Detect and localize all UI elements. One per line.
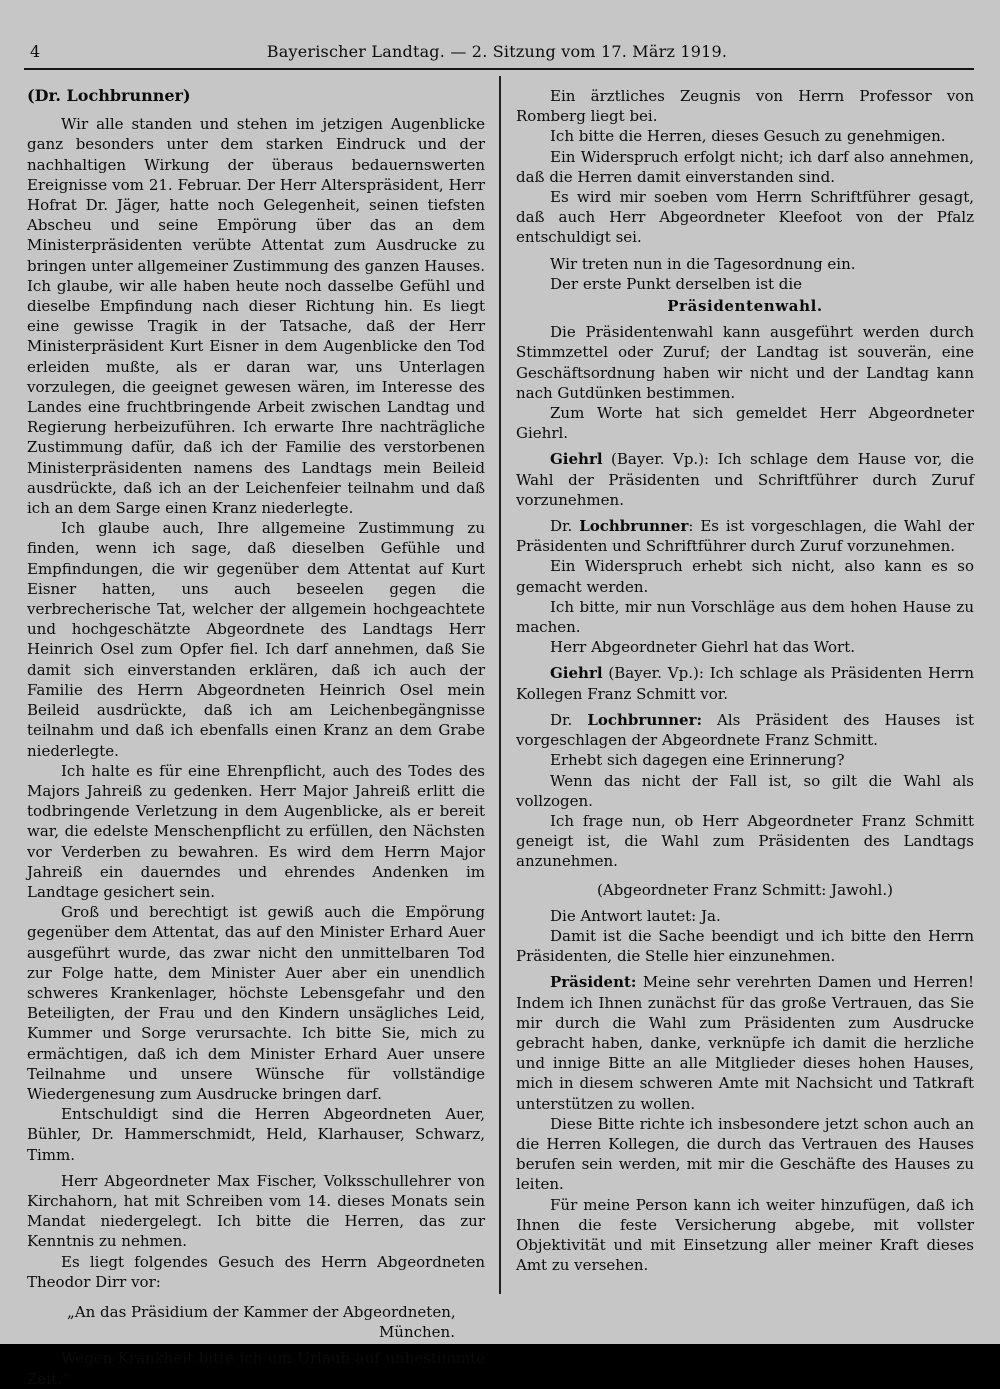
speech-giehrl-2: [516, 663, 974, 703]
letter-salutation: „An das Präsidium der Kammer der Abgeordneten,: [67, 1302, 456, 1321]
header-rule: [24, 68, 974, 70]
page-number: 4: [30, 42, 41, 61]
paragraph: Entschuldigt sind die Herren Abgeordneten Auer, Bühler, Dr. Hammerschmidt, Held, Klarhauser, Schwarz, Timm.: [27, 1105, 485, 1164]
paragraph: Ein ärztliches Zeugnis von Herrn Professor von Romberg liegt bei.: [516, 87, 974, 126]
paragraph: Zum Worte hat sich gemeldet Herr Abgeordneter Giehrl.: [516, 404, 974, 443]
paragraph: Ich halte es für eine Ehrenpflicht, auch des Todes des Majors Jahreiß zu gedenken. Herr Major Jahreiß erlitt die todbringende Verletzung in dem Augenblicke, als er bereit war, die edelste Menschenpflicht zu erfüllen, den Nächsten vor Verderben zu bewahren. Es wird dem Herrn Major Jahreiß ein dauerndes und ehrendes Andenken im Landtage gesichert sein.: [27, 761, 485, 901]
paragraph: Ein Widerspruch erfolgt nicht; ich darf also annehmen, daß die Herren damit einverstanden sind.: [516, 147, 974, 186]
paragraph: Wegen Krankheit bitte ich um Urlaub auf unbestimmte Zeit.“: [27, 1349, 485, 1388]
running-head: Bayerischer Landtag. — 2. Sitzung vom 17. März 1919.: [266, 42, 728, 61]
paragraph: Der erste Punkt derselben ist die: [550, 274, 803, 293]
paragraph: Wenn das nicht der Fall ist, so gilt die Wahl als vollzogen.: [516, 771, 974, 810]
paragraph: Es wird mir soeben vom Herrn Schriftführer gesagt, daß auch Herr Abgeordneter Kleefoot von der Pfalz entschuldigt sei.: [516, 188, 974, 247]
speaker-name: Lochbrunner: [579, 517, 689, 536]
speech-text: (Bayer. Vp.): Ich schlage dem Hause vor, die Wahl der Präsidenten und Schriftführer durch Zuruf vorzunehmen.: [516, 450, 974, 509]
paragraph: Ich frage nun, ob Herr Abgeordneter Franz Schmitt geneigt ist, die Wahl zum Präsidenten des Landtags anzunehmen.: [516, 811, 974, 871]
paragraph: Groß und berechtigt ist gewiß auch die Empörung gegenüber dem Attentat, das auf den Minister Erhard Auer ausgeführt wurde, das zwar nicht den unmittelbaren Tod zur Folge hatte, dem Minister Auer aber ein unendlich schweres Krankenlager, höchste Lebensgefahr und den Beteiligten, der Frau und den Kindern unsägliches Leid, Kummer und Sorge verursachte. Ich bitte Sie, mich zu ermächtigen, daß ich dem Minister Erhard Auer unsere Teilnahme und unsere Wünsche für vollständige Wiedergenesung zum Ausdrucke bringen darf.: [27, 903, 485, 1103]
paragraph: Ich bitte, mir nun Vorschläge aus dem hohen Hause zu machen.: [516, 597, 974, 637]
right-column: [516, 86, 974, 1275]
speech-text: Meine sehr verehrten Damen und Herren! Indem ich Ihnen zunächst für das große Vertrauen, das Sie mir durch die Wahl zum Präsidenten zum Ausdrucke gebracht haben, danke, verknüpfe ich damit die herzliche und innige Bitte an alle Mitglieder dieses hohen Hauses, mich in diesem schweren Amte mit Nachsicht und Tatkraft unterstützen zu wollen.: [516, 973, 974, 1113]
speech-giehrl-1: [516, 449, 974, 510]
speech-text: (Bayer. Vp.): Ich schlage als Präsidenten Herrn Kollegen Franz Schmitt vor.: [516, 664, 974, 703]
speaker-label: (Dr. Lochbrunner): [27, 86, 191, 105]
column-divider: [499, 76, 501, 1294]
paragraph: Herr Abgeordneter Giehrl hat das Wort.: [550, 638, 856, 657]
speaker-name: Giehrl: [550, 450, 603, 469]
paragraph: Damit ist die Sache beendigt und ich bitte den Herrn Präsidenten, die Stelle hier einzunehmen.: [516, 926, 974, 966]
letter-city: München.: [378, 1323, 455, 1342]
paragraph: Die Präsidentenwahl kann ausgeführt werden durch Stimmzettel oder Zuruf; der Landtag ist souverän, eine Geschäftsordnung haben wir nicht und der Landtag kann nach Gutdünken bestimmen.: [516, 323, 974, 402]
speech-text: Als Präsident des Hauses ist vorgeschlagen der Abgeordnete Franz Schmitt.: [516, 710, 974, 750]
interjection: (Abgeordneter Franz Schmitt: Jawohl.): [597, 880, 893, 899]
speech-praesident: [516, 972, 974, 1113]
paragraph: Wir alle standen und stehen im jetzigen Augenblicke ganz besonders unter dem starken Eindruck und der nachhaltigen Wirkung der überaus bedauernswerten Ereignisse vom 21. Februar. Der Herr Alterspräsident, Herr Hofrat Dr. Jäger, hatte noch Gelegenheit, seinen tiefsten Abscheu und seine Empörung über das an dem Ministerpräsidenten verübte Attentat zum Ausdrucke zu bringen unter allgemeiner Zustimmung des ganzen Hauses. Ich glaube, wir alle haben heute noch dasselbe Gefühl und dieselbe Empfindung nach dieser Richtung hin. Es liegt eine gewisse Tragik in der Tatsache, daß der Herr Ministerpräsident Kurt Eisner in dem Augenblicke den Tod erleiden mußte, als er daran war, uns Unterlagen vorzulegen, die geeignet gewesen wären, im Interesse des Landes eine fruchtbringende Arbeit zwischen Landtag und Regierung herbeizuführen. Ich erwarte Ihre nachträgliche Zustimmung dafür, daß ich der Familie des verstorbenen Ministerpräsidenten namens des Landtags mein Beileid ausdrückte, daß ich an der Leichenfeier teilnahm und daß ich an dem Sarge einen Kranz niederlegte.: [27, 115, 485, 518]
speech-lochbrunner-2: [516, 710, 974, 750]
paragraph: Ich bitte die Herren, dieses Gesuch zu genehmigen.: [550, 127, 946, 146]
speech-lochbrunner-1: [516, 516, 974, 556]
left-column: [27, 86, 485, 1389]
paragraph: Diese Bitte richte ich insbesondere jetzt schon auch an die Herren Kollegen, die durch das Vertrauen des Hauses berufen sein werden, mit mir die Geschäfte des Hauses zu leiten.: [516, 1114, 974, 1194]
paragraph: Ich glaube auch, Ihre allgemeine Zustimmung zu finden, wenn ich sage, daß dieselben Gefühle und Empfindungen, die wir gegenüber dem Attentat auf Kurt Eisner hatten, uns auch beseelen gegen die verbrecherische Tat, welcher der allgemein hochgeachtete und hochgeschätzte Abgeordnete des Landtags Herr Heinrich Osel zum Opfer fiel. Ich darf annehmen, daß Sie damit sich einverstanden erklären, daß ich auch der Familie des Herrn Abgeordneten Heinrich Osel mein Beileid ausdrückte, daß ich am Leichenbegängnisse teilnahm und daß ich ebenfalls einen Kranz an dem Grabe niederlegte.: [27, 519, 485, 760]
speaker-name: Präsident:: [550, 973, 637, 992]
paragraph: Ein Widerspruch erhebt sich nicht, also kann es so gemacht werden.: [516, 557, 974, 596]
paragraph: Erhebt sich dagegen eine Erinnerung?: [550, 751, 845, 770]
speech-text: : Es ist vorgeschlagen, die Wahl der Präsidenten und Schriftführer durch Zuruf vorzunehmen.: [516, 517, 974, 556]
speaker-title: Dr.: [550, 710, 588, 729]
paragraph: Die Antwort lautet: Ja.: [550, 906, 721, 925]
paragraph: Für meine Person kann ich weiter hinzufügen, daß ich Ihnen die feste Versicherung abgebe, mit vollster Objektivität und mit Einsetzung aller meiner Kraft dieses Amt zu versehen.: [516, 1195, 974, 1275]
section-title: Präsidentenwahl.: [667, 297, 823, 316]
paragraph: Es liegt folgendes Gesuch des Herrn Abgeordneten Theodor Dirr vor:: [27, 1252, 485, 1291]
speaker-name: Lochbrunner:: [587, 710, 703, 729]
paragraph: Herr Abgeordneter Max Fischer, Volksschullehrer von Kirchahorn, hat mit Schreiben vom 14. dieses Monats sein Mandat niedergelegt. Ich bitte die Herren, das zur Kenntnis zu nehmen.: [27, 1171, 485, 1251]
speaker-name: Giehrl: [550, 664, 603, 683]
speaker-title: Dr.: [550, 517, 580, 536]
paragraph: Wir treten nun in die Tagesordnung ein.: [550, 254, 856, 273]
page-header: [24, 42, 970, 70]
